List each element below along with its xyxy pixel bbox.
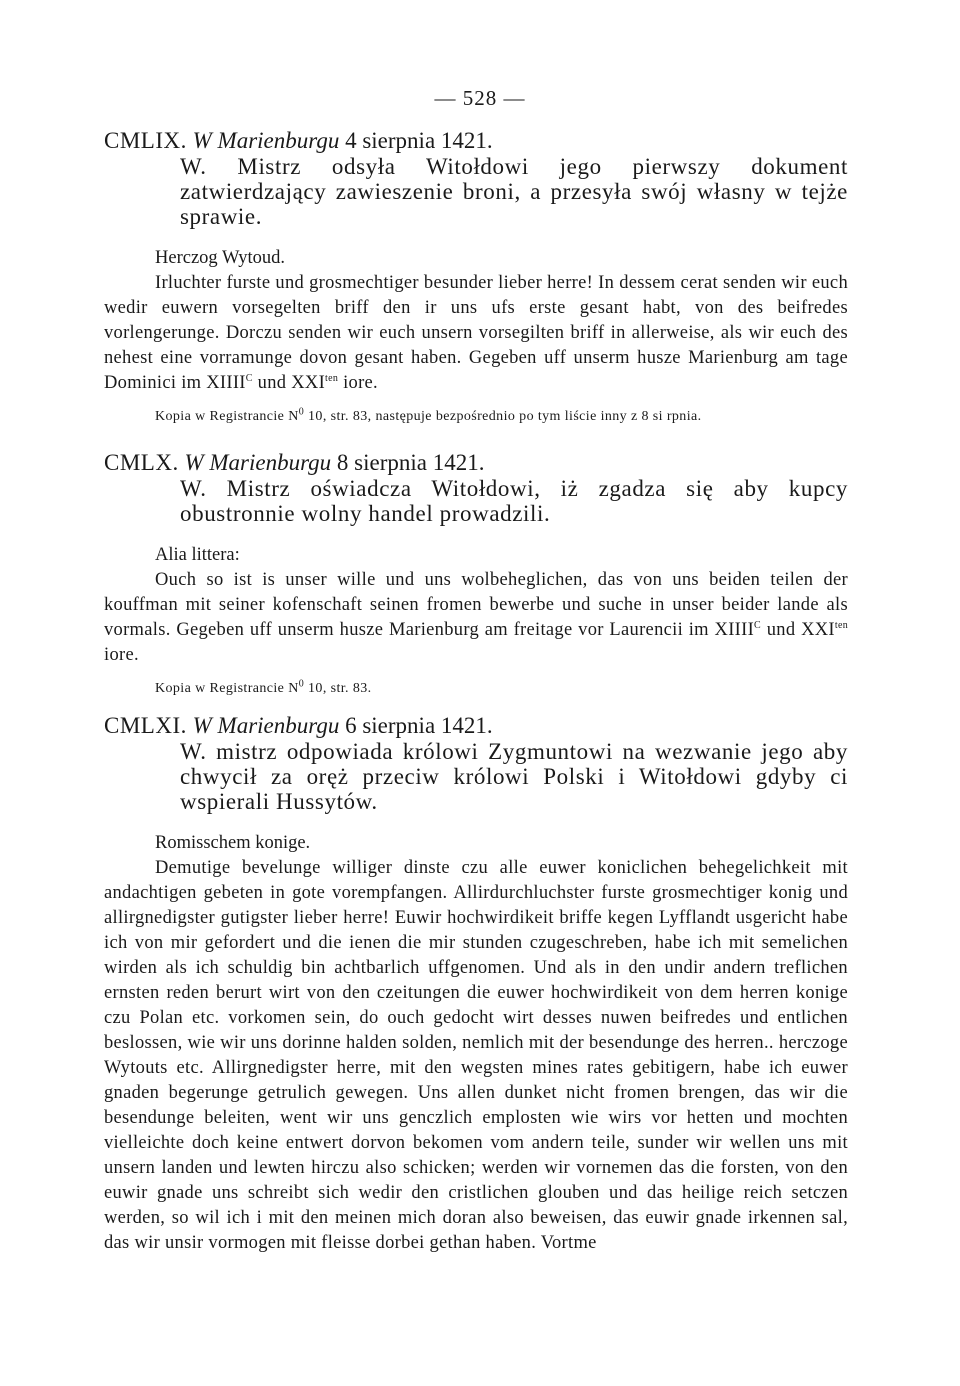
letter-entry-cmlxi <box>104 713 848 1256</box>
entry-text-main: Irluchter furste und grosmechtiger besunder lieber herre! In dessem cerat senden wir euch wedir euwern vorsegelten briff den ir uns ufs erste gesant habt, von des beifredes vorlengerunge. Dorczu senden wir euch unsern vorsegilten briff in allerweise, als wir euch des nehest eine vorramunge dovon gesant haben. Gegeben uff unserm husze Marienburg am tage Dominici im XIIII <box>104 273 848 393</box>
entry-text-main: Ouch so ist is unser wille und uns wolbeheglichen, das von uns beiden teilen der kouffman mit seiner kofenschaft seinen fromen bewerbe und suche in unser beider lande als vormals. Gegeben uff unserm husze Marienburg am freitage vor Laurencii im XIIII <box>104 570 848 640</box>
entry-text <box>104 856 848 1256</box>
entry-number: CMLIX. <box>104 128 187 153</box>
entry-summary: W. mistrz odpowiada królowi Zygmuntowi na wezwanie jego aby chwycił za oręż przeciw królowi Polski i Witołdowi gdyby ci wspierali Hussytów. <box>180 739 848 814</box>
entry-date: 4 sierpnia 1421. <box>345 128 493 153</box>
entry-text-sup: ten <box>325 372 339 384</box>
entry-source-note <box>155 680 848 698</box>
entry-text-end: iore. <box>338 373 378 393</box>
entry-summary: W. Mistrz odsyła Witołdowi jego pierwszy dokument zatwierdzający zawieszenie broni, a przesyła swój własny w tejże sprawie. <box>180 154 848 229</box>
letter-entry-cmlix <box>104 128 848 426</box>
entry-text-sup: ten <box>834 619 848 631</box>
entry-date: 8 sierpnia 1421. <box>336 450 485 475</box>
entry-text-end: iore. <box>104 645 139 665</box>
entry-text-sup: C <box>245 372 253 384</box>
entry-address: Alia littera: <box>155 545 240 565</box>
letter-entry-cmlx <box>104 450 848 698</box>
source-sup: 0 <box>298 678 305 690</box>
entry-place: W Marienburgu <box>192 128 340 153</box>
entry-place: W Marienburgu <box>184 450 332 475</box>
entry-heading <box>104 713 848 739</box>
entry-date: 6 sierpnia 1421. <box>345 713 493 738</box>
entry-text-sup: C <box>754 619 762 631</box>
entry-text <box>104 271 848 396</box>
entry-text-mid: und XXI <box>761 620 835 640</box>
source-sup: 0 <box>298 406 305 418</box>
entry-address: Romisschem konige. <box>155 833 311 853</box>
source-pre: Kopia w Registrancie N <box>155 681 299 696</box>
entry-source-note <box>155 408 848 426</box>
entry-address: Herczog Wytoud. <box>155 248 286 268</box>
page-number: — 528 — <box>434 86 526 110</box>
entry-text-mid: und XXI <box>252 373 326 393</box>
source-pre: Kopia w Registrancie N <box>155 409 299 424</box>
entry-number: CMLXI. <box>104 713 187 738</box>
entry-summary: W. Mistrz oświadcza Witołdowi, iż zgadza się aby kupcy obustronnie wolny handel prowadzili. <box>180 476 848 526</box>
entry-place: W Marienburgu <box>192 713 340 738</box>
entry-heading <box>104 128 848 154</box>
source-post: 10, str. 83. <box>304 681 372 696</box>
entry-heading <box>104 450 848 476</box>
entry-text <box>104 568 848 668</box>
entry-number: CMLX. <box>104 450 179 475</box>
entry-text-main: Demutige bevelunge williger dinste czu alle euwer koniclichen behegelichkeit mit andachtigen gebeten in gote vorempfangen. Allirdurchluchster furste grosmechtiger konig und allirgnedigster gutigster lieber herre! Euwir hochwirdikeit briffe kegen Lyfflandt usgericht habe ich von mir gefordert und die ienen die mir stunden czugeschreben, habe ich mit semelichen wirden als ich schuldig bin achtbarlich uffgenomen. Und als in den undir andern treflichen ernsten reden berurt wirt von den czeitungen die euwer hochwirdikeit von dem herren konige czu Polan etc. vorkomen sein, do ouch gedocht wirt desses nuwen beifredes und entlichen beslossen, wie wir uns dorinne halden solden, nemlich mit der besendunge des herren.. herczoge Wytouts etc. Allirgnedigster herre, mit den wegsten mines rates gebitigern, habe ich euwer gnaden begerunge getrulich gewegen. Uns allen dunket nicht fromen brengen, das wir die besendunge beleiten, went wir uns genczlich emplosten wie wirs vor hetten und mochten vielleichte doch keine entwert dorvon bekomen vom andern teile, sunder wir wellen uns mit unsern landen und lewten hirczu also schicken; werden wir vornemen das die forsten, von den euwir gnade uns schreibt sich wedir den cristlichen glouben und das heilige reich setczen werden, so wil ich i mit den meinen mich doran also beweisen, das euwir gnade irkennen sal, das wir unsir vormogen mit fleisse dorbei gethan haben. Vortme <box>104 858 848 1253</box>
source-post: 10, str. 83, następuje bezpośrednio po tym liście inny z 8 si rpnia. <box>304 409 702 424</box>
